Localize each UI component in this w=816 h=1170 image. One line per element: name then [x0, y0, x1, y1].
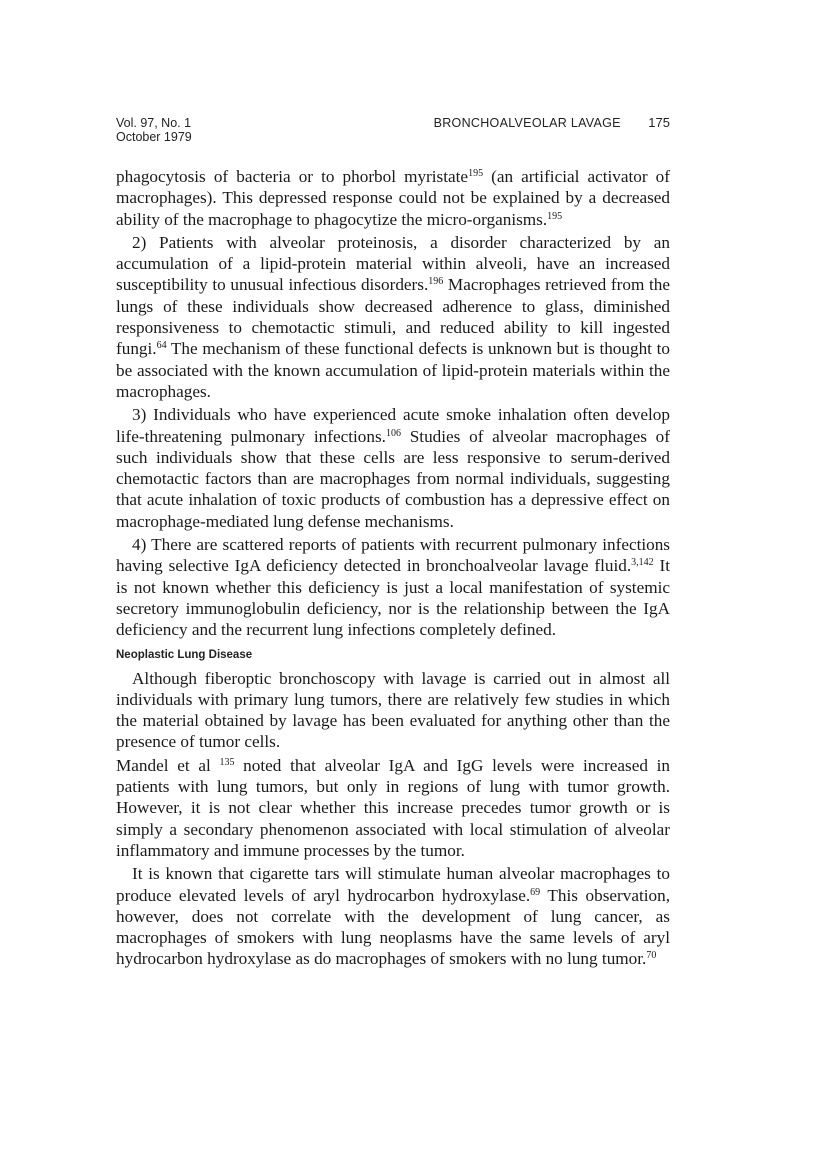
citation: 64: [156, 340, 167, 352]
citation: 195: [468, 168, 484, 179]
paragraph-mandel: Mandel et al $^{135}$ noted that alveolar IgA and IgG levels were increased in patients with lung tumors, but only in regions of lung with tumor growth. However, it is not clear whether this increase precedes tumor growth or is simply a secondary phenomenon associated with local stimulation of alveolar inflammatory and immune processes by the tumor.: [116, 755, 671, 860]
paragraph-smoke-inhalation: 3) Individuals who have experienced acute smoke inhalation often develop life-threatening pulmonary infections.$^{106}$ Studies of alveolar macrophages of such individuals show that these cells are less responsive to serum-derived chemotactic factors than are macrophages from normal individuals, suggesting that acute inhalation of toxic products of combustion has a depressive effect on macrophage-mediated lung defense mechanisms.: [116, 405, 670, 531]
paragraph-alveolar-proteinosis: 2) Patients with alveolar proteinosis, a disorder characterized by an accumulation of a lipid-protein material within alveoli, have an increased susceptibility to unusual infectious disorders.$^{196}$ Macrophages retrieved from the lungs of these individuals show decreased adherence to glass, diminished responsiveness to chemotactic stimuli, and reduced ability to kill ingested fungi.$^{64}$ The mechanism of these functional defects is unknown but is thought to be associated with the known accumulation of lipid-protein materials within the macrophages.: [116, 232, 670, 401]
journal-issue-info: [116, 116, 192, 144]
paragraph-fiberoptic-bronchoscopy: Although fiberoptic bronchoscopy with lavage is carried out in almost all individuals with primary lung tumors, there are relatively few studies in which the material obtained by lavage has been evaluated for anything other than the presence of tumor cells.: [116, 668, 670, 752]
citation: 70: [646, 950, 657, 962]
issue-date: October 1979: [116, 130, 192, 144]
citation: 3,142: [631, 557, 654, 569]
citation: 195: [547, 210, 563, 222]
citation: 135: [219, 756, 235, 768]
paragraph-iga-deficiency: 4) There are scattered reports of patients with recurrent pulmonary infections having selective IgA deficiency detected in bronchoalveolar lavage fluid.$^{3,142}$ It is not known whether this deficiency is just a local manifestation of systemic secretory immunoglobulin deficiency, nor is the relationship between the IgA deficiency and the recurrent lung infections completely defined.: [116, 535, 670, 640]
paragraph-continuation: phagocytosis of bacteria or to phorbol myristate$^{195}$ (an artificial activator of macrophages). This depressed response could not be explained by a decreased ability of the macrophage to phagocytize the micro-organisms.$^{195}$: [116, 167, 670, 229]
header-right: [434, 116, 670, 130]
running-title: BRONCHOALVEOLAR LAVAGE: [433, 116, 621, 130]
paragraph-cigarette-tars: It is known that cigarette tars will stimulate human alveolar macrophages to produce elevated levels of aryl hydrocarbon hydroxylase.$^{69}$ This observation, however, does not correlate with the development of lung cancer, as macrophages of smokers with lung neoplasms have the same levels of aryl hydrocarbon hydroxylase as do macrophages of smokers with no lung tumor.$^{70}$: [116, 864, 670, 969]
page-header: [116, 116, 670, 144]
section-heading: Neoplastic Lung Disease: [116, 648, 253, 661]
citation: 196: [428, 276, 444, 288]
citation: 106: [385, 427, 401, 439]
citation: 69: [530, 886, 541, 898]
article-body: [116, 166, 670, 972]
page-number: 175: [648, 115, 670, 130]
volume-number: Vol. 97, No. 1: [116, 116, 192, 130]
